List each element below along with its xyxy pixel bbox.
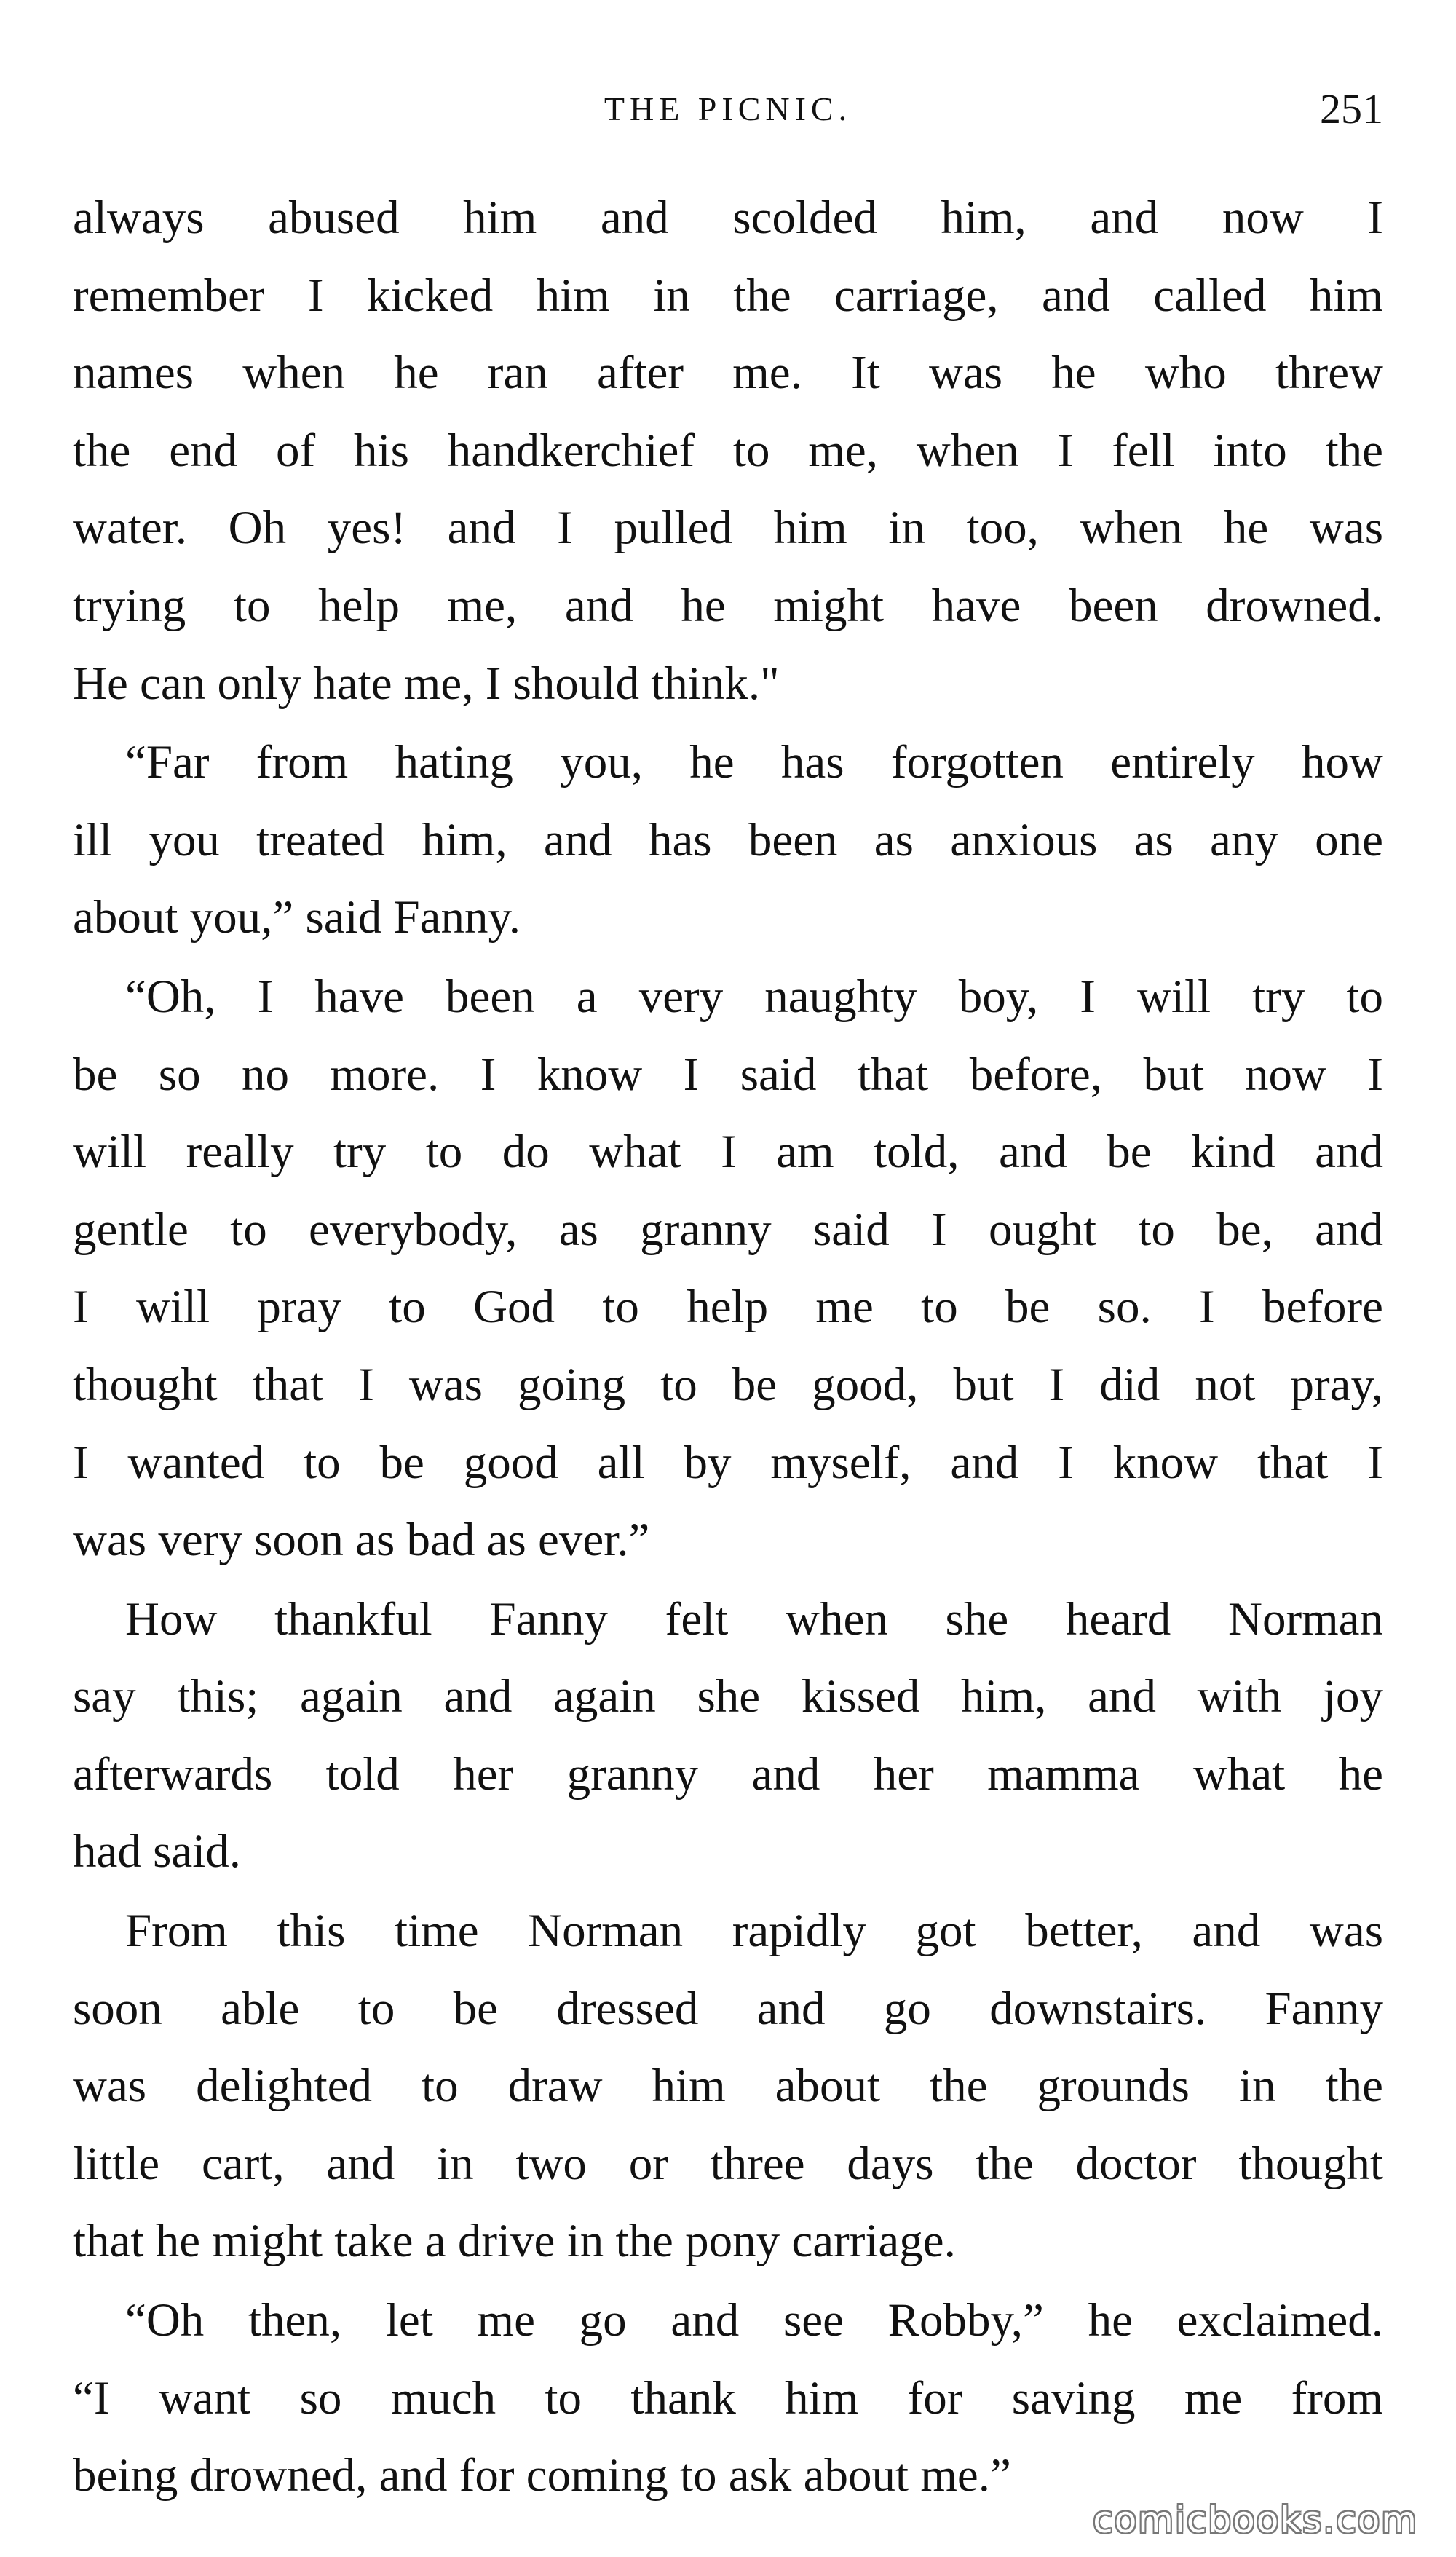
paragraph-6: [73, 2282, 1383, 2515]
paragraph-1: [73, 179, 1383, 722]
text-line: about you,” said Fanny.: [73, 891, 521, 944]
text-line: afterwards told her granny and her mamma what he: [73, 1747, 1383, 1801]
text-line: remember I kicked him in the carriage, and called him: [73, 269, 1383, 322]
paragraph-3: [73, 958, 1383, 1579]
running-title: THE PICNIC.: [604, 90, 852, 127]
text-line: will really try to do what I am told, and be kind and: [73, 1126, 1383, 1179]
page-number: 251: [1320, 85, 1383, 133]
text-line: names when he ran after me. It was he who threw: [73, 347, 1383, 400]
text-line: had said.: [73, 1825, 242, 1878]
text-line: soon able to be dressed and go downstairs. Fanny: [73, 1982, 1383, 2035]
text-line: How thankful Fanny felt when she heard Norman: [125, 1592, 1383, 1645]
running-head: [73, 80, 1383, 138]
text-line: “Oh, I have been a very naughty boy, I will try to: [125, 970, 1383, 1023]
text-line: always abused him and scolded him, and now I: [73, 191, 1383, 244]
text-line: “Far from hating you, he has forgotten entirely how: [125, 736, 1383, 789]
text-line: little cart, and in two or three days the doctor thought: [73, 2137, 1383, 2190]
text-line: From this time Norman rapidly got better, and was: [125, 1905, 1383, 1958]
text-line: trying to help me, and he might have been drowned.: [73, 579, 1383, 632]
text-line: He can only hate me, I should think.": [73, 657, 780, 710]
watermark-logo: comicbooks.com: [1093, 2499, 1418, 2541]
text-line: I wanted to be good all by myself, and I know that I: [73, 1436, 1383, 1489]
text-line: that he might take a drive in the pony carriage.: [73, 2215, 956, 2268]
paragraph-4: [73, 1581, 1383, 1891]
text-line: say this; again and again she kissed him, and with joy: [73, 1670, 1383, 1723]
text-line: was very soon as bad as ever.”: [73, 1514, 650, 1567]
text-line: water. Oh yes! and I pulled him in too, when he was: [73, 502, 1383, 555]
text-body: [73, 179, 1383, 2516]
text-line: being drowned, and for coming to ask about me.”: [73, 2449, 1011, 2502]
text-line: gentle to everybody, as granny said I ought to be, and: [73, 1203, 1383, 1256]
text-line: the end of his handkerchief to me, when I fell into the: [73, 424, 1383, 477]
text-line: I will pray to God to help me to be so. I before: [73, 1281, 1383, 1334]
text-line: “Oh then, let me go and see Robby,” he exclaimed.: [125, 2294, 1383, 2347]
text-line: was delighted to draw him about the grounds in the: [73, 2060, 1383, 2113]
text-line: be so no more. I know I said that before, but now I: [73, 1048, 1383, 1101]
text-line: ill you treated him, and has been as anxious as any one: [73, 813, 1383, 866]
paragraph-2: [73, 724, 1383, 957]
text-line: “I want so much to thank him for saving me from: [73, 2371, 1383, 2424]
text-line: thought that I was going to be good, but I did not pray,: [73, 1358, 1383, 1411]
paragraph-5: [73, 1892, 1383, 2280]
